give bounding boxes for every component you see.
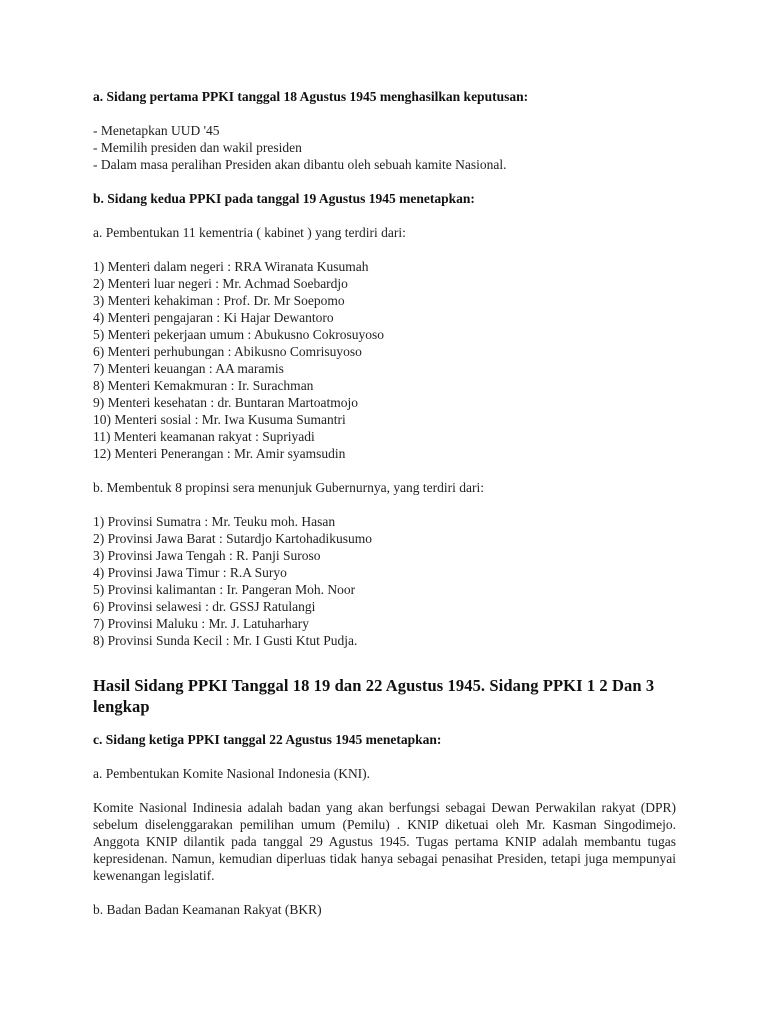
knip-paragraph: Komite Nasional Indinesia adalah badan yang akan berfungsi sebagai Dewan Perwakilan rakyat (DPR) sebelum diselenggarakan pemilihan umum (Pemilu) . KNIP diketuai oleh Mr. Kasman Singodimejo. Anggota KNIP dilantik pada tanggal 29 Agustus 1945. Tugas pertama KNIP adalah membantu tugas kepresidenan. Namun, kemudian diperluas tidak hanya sebagai penasihat Presiden, tetapi juga mempunyai kewenangan legislatif. (93, 800, 676, 883)
province-item: 3) Provinsi Jawa Tengah : R. Panji Suroso (93, 548, 321, 563)
ministry-item: 8) Menteri Kemakmuran : Ir. Surachman (93, 378, 314, 393)
spacer (93, 782, 676, 799)
ministry-item: 10) Menteri sosial : Mr. Iwa Kusuma Sumantri (93, 412, 346, 427)
province-item: 5) Provinsi kalimantan : Ir. Pangeran Moh. Noor (93, 582, 356, 597)
section-a-heading: a. Sidang pertama PPKI tanggal 18 Agustus 1945 menghasilkan keputusan: (93, 89, 529, 104)
province-item: 1) Provinsi Sumatra : Mr. Teuku moh. Hasan (93, 514, 336, 529)
section-c-point-b: b. Badan Badan Keamanan Rakyat (BKR) (93, 902, 322, 917)
ministry-item: 6) Menteri perhubungan : Abikusno Comrisuyoso (93, 344, 362, 359)
section-c-point-a: a. Pembentukan Komite Nasional Indonesia (KNI). (93, 766, 371, 781)
document-page (93, 88, 676, 918)
province-item: 2) Provinsi Jawa Barat : Sutardjo Kartohadikusumo (93, 531, 372, 546)
ministry-item: 2) Menteri luar negeri : Mr. Achmad Soebardjo (93, 276, 348, 291)
section-b-heading: b. Sidang kedua PPKI pada tanggal 19 Agustus 1945 menetapkan: (93, 191, 475, 206)
spacer (93, 884, 676, 901)
ministry-item: 7) Menteri keuangan : AA maramis (93, 361, 284, 376)
spacer (93, 207, 676, 224)
spacer (93, 241, 676, 258)
spacer (93, 717, 676, 731)
section-c-heading: c. Sidang ketiga PPKI tanggal 22 Agustus 1945 menetapkan: (93, 732, 442, 747)
province-item: 6) Provinsi selawesi : dr. GSSJ Ratulangi (93, 599, 316, 614)
ministry-item: 3) Menteri kehakiman : Prof. Dr. Mr Soepomo (93, 293, 345, 308)
ministries-intro: a. Pembentukan 11 kementria ( kabinet ) yang terdiri dari: (93, 225, 406, 240)
spacer (93, 748, 676, 765)
province-item: 4) Provinsi Jawa Timur : R.A Suryo (93, 565, 287, 580)
spacer (93, 649, 676, 675)
provinces-list (93, 513, 676, 649)
spacer (93, 173, 676, 190)
provinces-intro: b. Membentuk 8 propinsi sera menunjuk Gubernurnya, yang terdiri dari: (93, 480, 485, 495)
ministries-list (93, 258, 676, 462)
spacer (93, 496, 676, 513)
page-title: Hasil Sidang PPKI Tanggal 18 19 dan 22 Agustus 1945. Sidang PPKI 1 2 Dan 3 lengkap (93, 676, 655, 716)
ministry-item: 12) Menteri Penerangan : Mr. Amir syamsudin (93, 446, 346, 461)
section-a-item: - Dalam masa peralihan Presiden akan dibantu oleh sebuah kamite Nasional. (93, 157, 507, 172)
spacer (93, 462, 676, 479)
section-a-item: - Memilih presiden dan wakil presiden (93, 140, 302, 155)
ministry-item: 1) Menteri dalam negeri : RRA Wiranata Kusumah (93, 259, 369, 274)
province-item: 8) Provinsi Sunda Kecil : Mr. I Gusti Ktut Pudja. (93, 633, 358, 648)
ministry-item: 4) Menteri pengajaran : Ki Hajar Dewantoro (93, 310, 334, 325)
spacer (93, 105, 676, 122)
ministry-item: 9) Menteri kesehatan : dr. Buntaran Martoatmojo (93, 395, 359, 410)
ministry-item: 11) Menteri keamanan rakyat : Supriyadi (93, 429, 315, 444)
section-a-item: - Menetapkan UUD '45 (93, 123, 220, 138)
province-item: 7) Provinsi Maluku : Mr. J. Latuharhary (93, 616, 309, 631)
ministry-item: 5) Menteri pekerjaan umum : Abukusno Cokrosuyoso (93, 327, 384, 342)
